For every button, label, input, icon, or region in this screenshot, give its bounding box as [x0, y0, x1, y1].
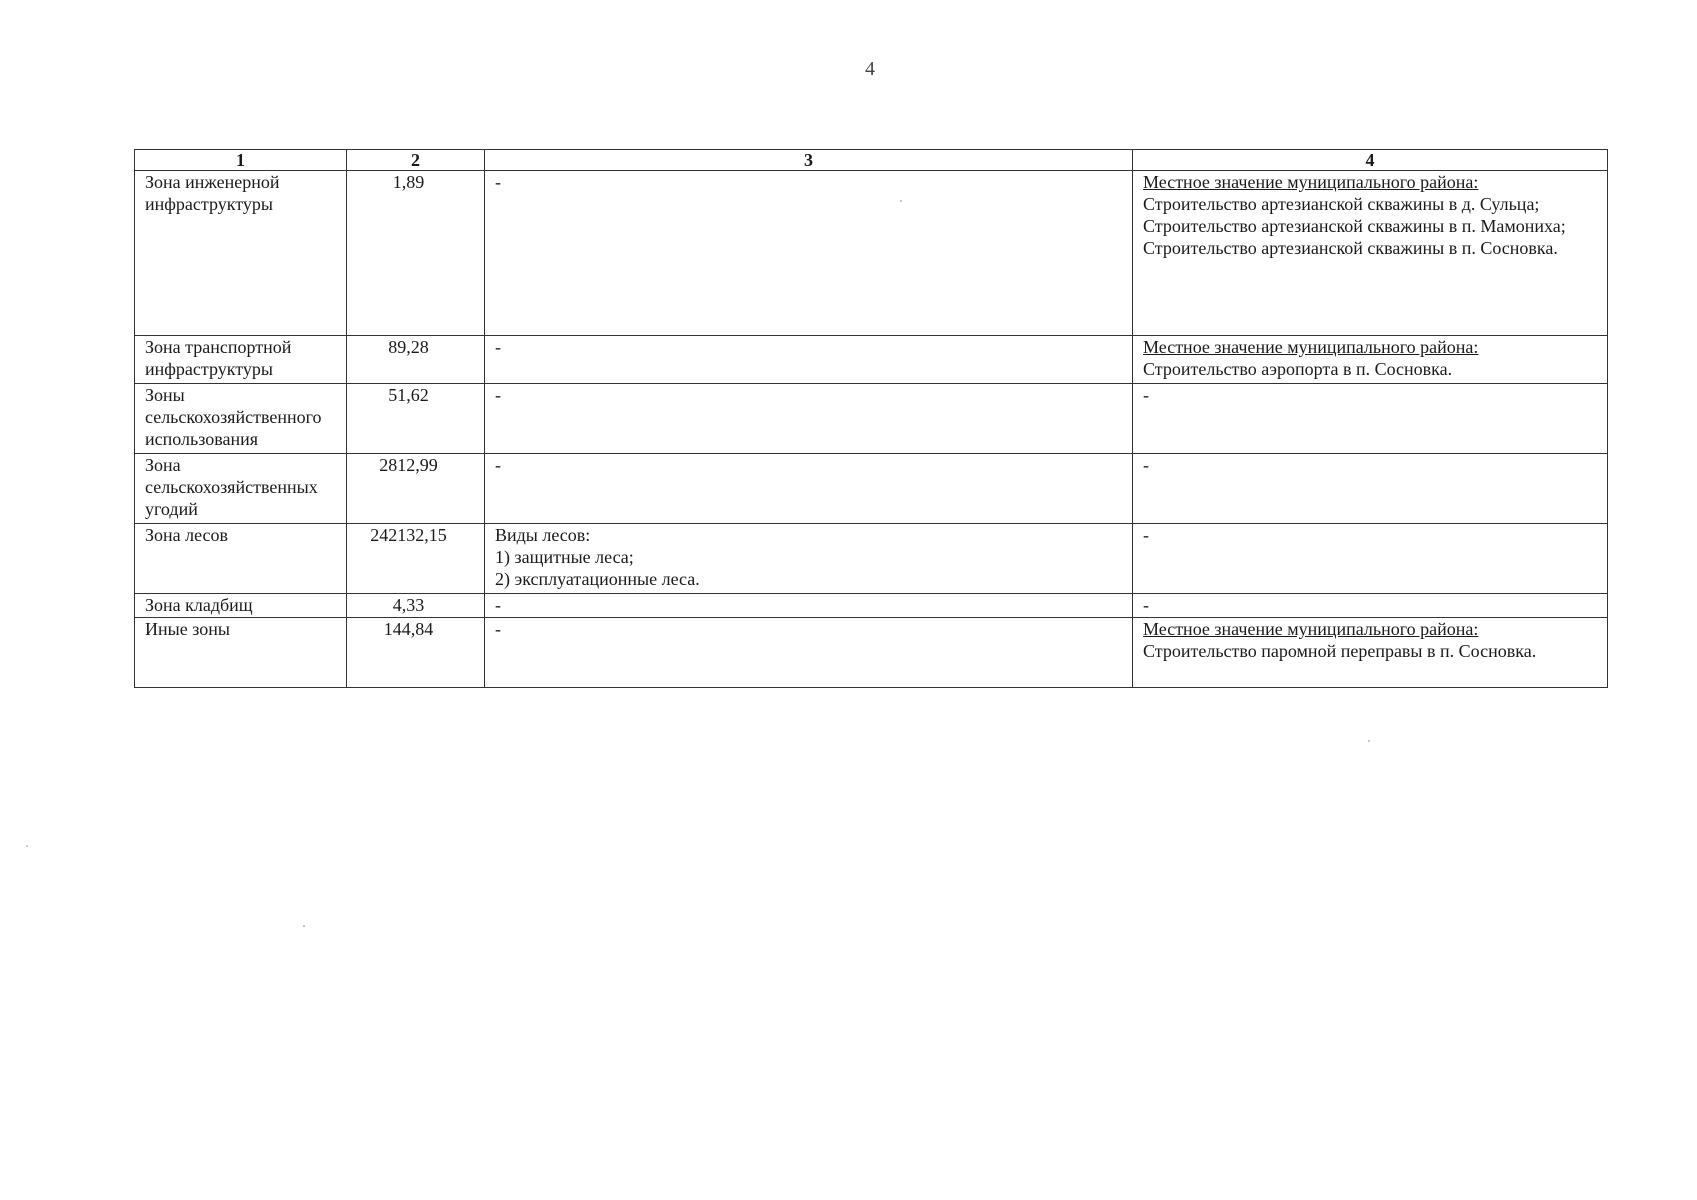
zone-name-cell: Зона сельскохозяйственных угодий	[135, 454, 347, 524]
zone-name-cell: Зона инженерной инфраструктуры	[135, 171, 347, 336]
area-cell: 2812,99	[347, 454, 485, 524]
column-header-2: 2	[347, 150, 485, 171]
description-cell	[485, 384, 1133, 454]
significance-item: -	[1143, 455, 1149, 475]
significance-cell	[1133, 524, 1608, 594]
table-row	[135, 454, 1608, 524]
area-cell: 1,89	[347, 171, 485, 336]
significance-cell	[1133, 618, 1608, 688]
description-cell	[485, 336, 1133, 384]
significance-item: Строительство паромной переправы в п. Сосновка.	[1143, 641, 1537, 661]
scan-speck	[26, 845, 28, 847]
area-cell: 242132,15	[347, 524, 485, 594]
significance-item: -	[1143, 525, 1149, 545]
description-line: -	[495, 337, 501, 357]
significance-cell	[1133, 454, 1608, 524]
significance-item: Строительство артезианской скважины в п. Мамониха;	[1143, 216, 1566, 236]
significance-item: Строительство аэропорта в п. Сосновка.	[1143, 359, 1453, 379]
description-cell	[485, 594, 1133, 618]
significance-item: -	[1143, 385, 1149, 405]
significance-cell	[1133, 336, 1608, 384]
table-row	[135, 594, 1608, 618]
description-cell	[485, 524, 1133, 594]
zone-name-cell: Зона кладбищ	[135, 594, 347, 618]
table-row	[135, 618, 1608, 688]
significance-heading: Местное значение муниципального района:	[1143, 337, 1479, 357]
description-line: -	[495, 455, 501, 475]
description-line: 2) эксплуатационные леса.	[495, 569, 700, 589]
zone-name-cell: Зона лесов	[135, 524, 347, 594]
description-cell	[485, 618, 1133, 688]
description-cell	[485, 171, 1133, 336]
significance-item: Строительство артезианской скважины в п. Сосновка.	[1143, 238, 1558, 258]
zones-table	[134, 149, 1608, 688]
table-row	[135, 384, 1608, 454]
zone-name-cell: Зона транспортной инфраструктуры	[135, 336, 347, 384]
area-cell: 51,62	[347, 384, 485, 454]
column-header-3: 3	[485, 150, 1133, 171]
area-cell: 4,33	[347, 594, 485, 618]
column-header-4: 4	[1133, 150, 1608, 171]
area-cell: 144,84	[347, 618, 485, 688]
description-cell	[485, 454, 1133, 524]
description-line: -	[495, 595, 501, 615]
description-line: -	[495, 385, 501, 405]
description-line: -	[495, 619, 501, 639]
scan-speck	[1368, 740, 1370, 742]
description-line: Виды лесов:	[495, 525, 591, 545]
zone-name-cell: Иные зоны	[135, 618, 347, 688]
significance-cell	[1133, 384, 1608, 454]
significance-item: -	[1143, 595, 1149, 615]
significance-cell	[1133, 594, 1608, 618]
scan-speck	[303, 925, 305, 927]
zone-name-cell: Зоны сельскохозяйственного использования	[135, 384, 347, 454]
significance-item: Строительство артезианской скважины в д. Сульца;	[1143, 194, 1540, 214]
table-row	[135, 171, 1608, 336]
column-header-1: 1	[135, 150, 347, 171]
table-row	[135, 524, 1608, 594]
table-row	[135, 336, 1608, 384]
description-line: 1) защитные леса;	[495, 547, 634, 567]
table-header-row	[135, 150, 1608, 171]
area-cell: 89,28	[347, 336, 485, 384]
description-line: -	[495, 172, 501, 192]
scan-speck	[900, 200, 902, 202]
significance-heading: Местное значение муниципального района:	[1143, 619, 1479, 639]
significance-cell	[1133, 171, 1608, 336]
page-number: 4	[865, 58, 875, 80]
significance-heading: Местное значение муниципального района:	[1143, 172, 1479, 192]
